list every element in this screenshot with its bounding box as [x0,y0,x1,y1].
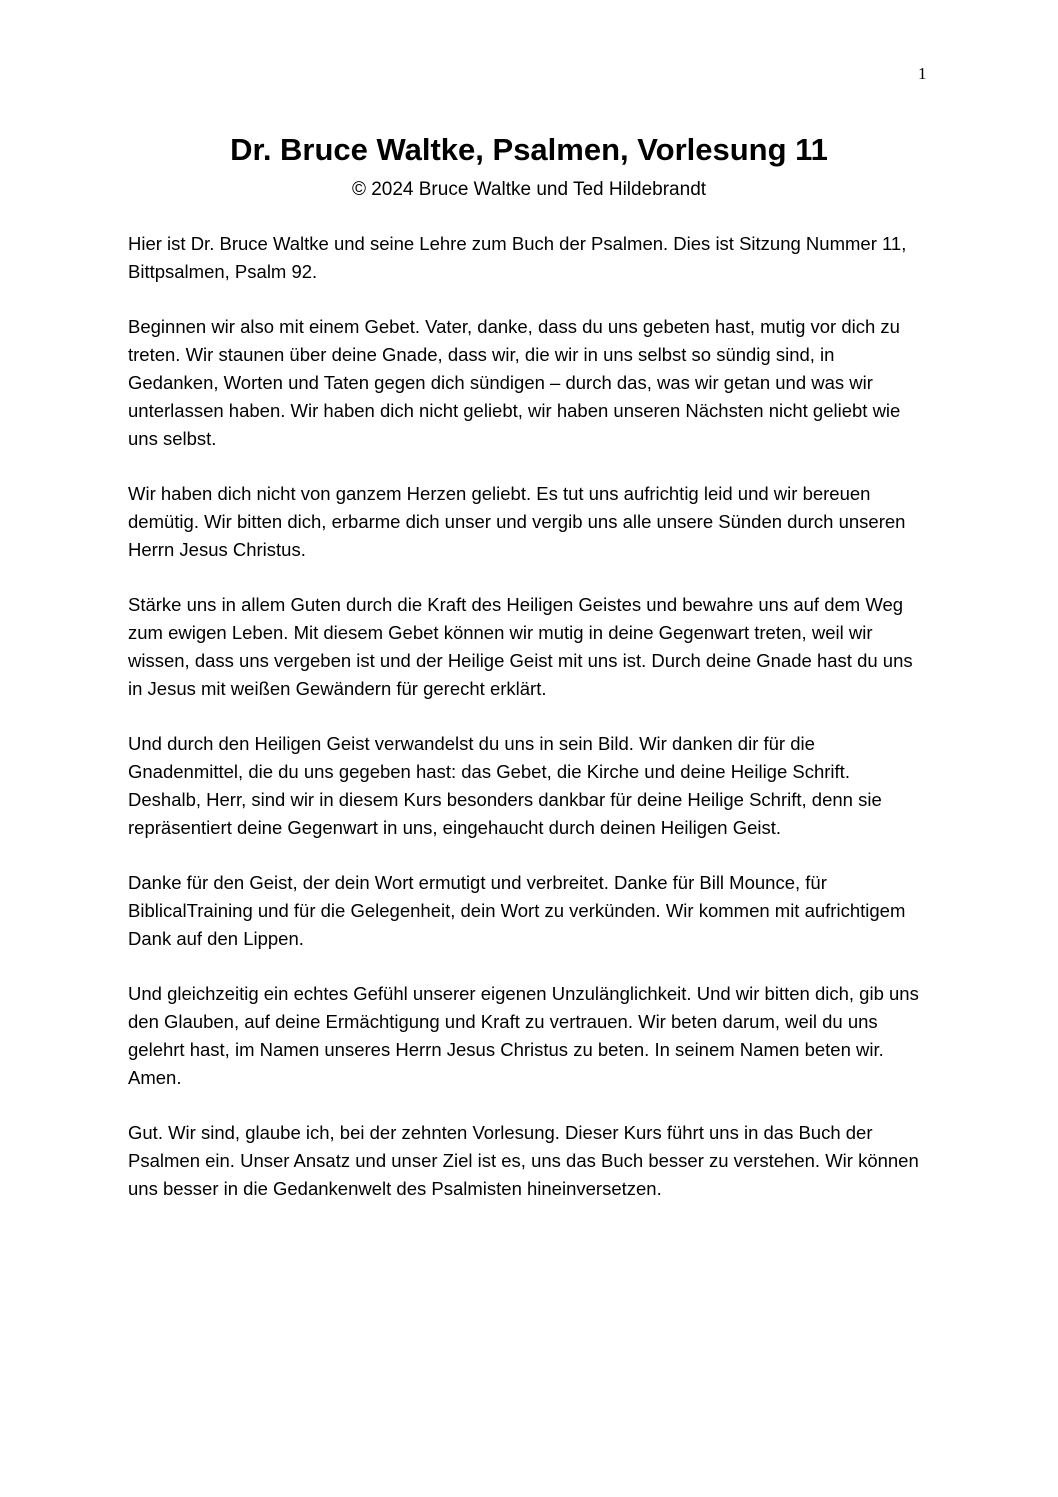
copyright-line: © 2024 Bruce Waltke und Ted Hildebrandt [351,179,707,200]
paragraph: Und durch den Heiligen Geist verwandelst du uns in sein Bild. Wir danken dir für die Gnadenmittel, die du uns gegeben hast: das Gebet, die Kirche und deine Heilige Schrift. Deshalb, Herr, sind wir in diesem Kurs besonders dankbar für deine Heilige Schrift, denn sie repräsentiert deine Gegenwart in uns, eingehaucht durch deinen Heiligen Geist. [128,733,882,838]
paragraph: Danke für den Geist, der dein Wort ermutigt und verbreitet. Danke für Bill Mounce, für BiblicalTraining und für die Gelegenheit, dein Wort zu verkünden. Wir kommen mit aufrichtigem Dank auf den Lippen. [128,872,906,949]
paragraph: Gut. Wir sind, glaube ich, bei der zehnten Vorlesung. Dieser Kurs führt uns in das Buch der Psalmen ein. Unser Ansatz und unser Ziel ist es, uns das Buch besser zu verstehen. Wir können uns besser in die Gedankenwelt des Psalmisten hineinversetzen. [128,1122,919,1199]
paragraph: Hier ist Dr. Bruce Waltke und seine Lehre zum Buch der Psalmen. Dies ist Sitzung Nummer 11, Bittpsalmen, Psalm 92. [128,233,907,282]
page-number: 1 [918,64,927,83]
paragraph: Wir haben dich nicht von ganzem Herzen geliebt. Es tut uns aufrichtig leid und wir bereuen demütig. Wir bitten dich, erbarme dich unser und vergib uns alle unsere Sünden durch unseren Herrn Jesus Christus. [128,483,906,560]
paragraph: Beginnen wir also mit einem Gebet. Vater, danke, dass du uns gebeten hast, mutig vor dich zu treten. Wir staunen über deine Gnade, dass wir, die wir in uns selbst so sündig sind, in Gedanken, Worten und Taten gegen dich sündigen – durch das, was wir getan und was wir unterlassen haben. Wir haben dich nicht geliebt, wir haben unseren Nächsten nicht geliebt wie uns selbst. [128,316,901,449]
document-body [128,230,928,1230]
paragraph: Stärke uns in allem Guten durch die Kraft des Heiligen Geistes und bewahre uns auf dem Weg zum ewigen Leben. Mit diesem Gebet können wir mutig in deine Gegenwart treten, weil wir wissen, dass uns vergeben ist und der Heilige Geist mit uns ist. Durch deine Gnade hast du uns in Jesus mit weißen Gewändern für gerecht erklärt. [128,594,913,699]
document-title: Dr. Bruce Waltke, Psalmen, Vorlesung 11 [230,132,828,167]
paragraph: Und gleichzeitig ein echtes Gefühl unserer eigenen Unzulänglichkeit. Und wir bitten dich, gib uns den Glauben, auf deine Ermächtigung und Kraft zu vertrauen. Wir beten darum, weil du uns gelehrt hast, im Namen unseres Herrn Jesus Christus zu beten. In seinem Namen beten wir. Amen. [128,983,919,1088]
